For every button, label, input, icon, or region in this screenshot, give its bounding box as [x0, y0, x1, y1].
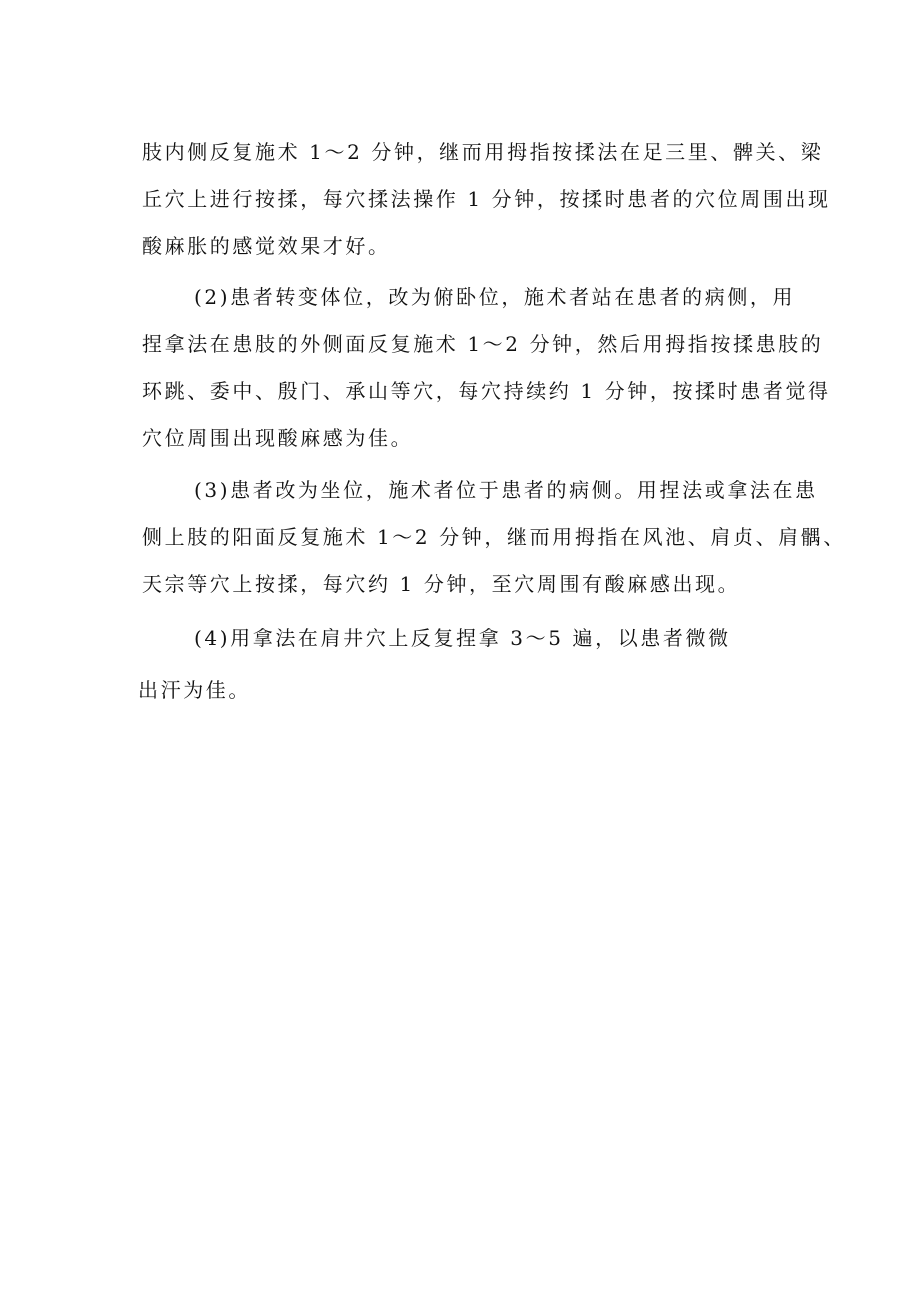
text-line: 环跳、委中、殷门、承山等穴，每穴持续约 1 分钟，按揉时患者觉得 — [142, 379, 831, 403]
text-line: 丘穴上进行按揉，每穴揉法操作 1 分钟，按揉时患者的穴位周围出现 — [142, 187, 831, 211]
text-line: 天宗等穴上按揉，每穴约 1 分钟，至穴周围有酸麻感出现。 — [142, 572, 741, 596]
text-line: 穴位周围出现酸麻感为佳。 — [142, 426, 414, 450]
paragraph-2-first-line: (2)患者转变体位，改为俯卧位，施术者站在患者的病侧，用 — [194, 285, 796, 309]
text-line: 侧上肢的阳面反复施术 1～2 分钟，继而用拇指在风池、肩贞、肩髃、 — [142, 525, 846, 549]
text-line: 出汗为佳。 — [138, 678, 251, 702]
text-line: 捏拿法在患肢的外侧面反复施术 1～2 分钟，然后用拇指按揉患肢的 — [142, 332, 824, 356]
paragraph-4-first-line: (4)用拿法在肩井穴上反复捏拿 3～5 遍，以患者微微 — [194, 626, 731, 650]
text-line: 肢内侧反复施术 1～2 分钟，继而用拇指按揉法在足三里、髀关、梁 — [142, 140, 824, 164]
text-line: 酸麻胀的感觉效果才好。 — [142, 234, 391, 258]
paragraph-3-first-line: (3)患者改为坐位，施术者位于患者的病侧。用捏法或拿法在患 — [194, 478, 818, 502]
